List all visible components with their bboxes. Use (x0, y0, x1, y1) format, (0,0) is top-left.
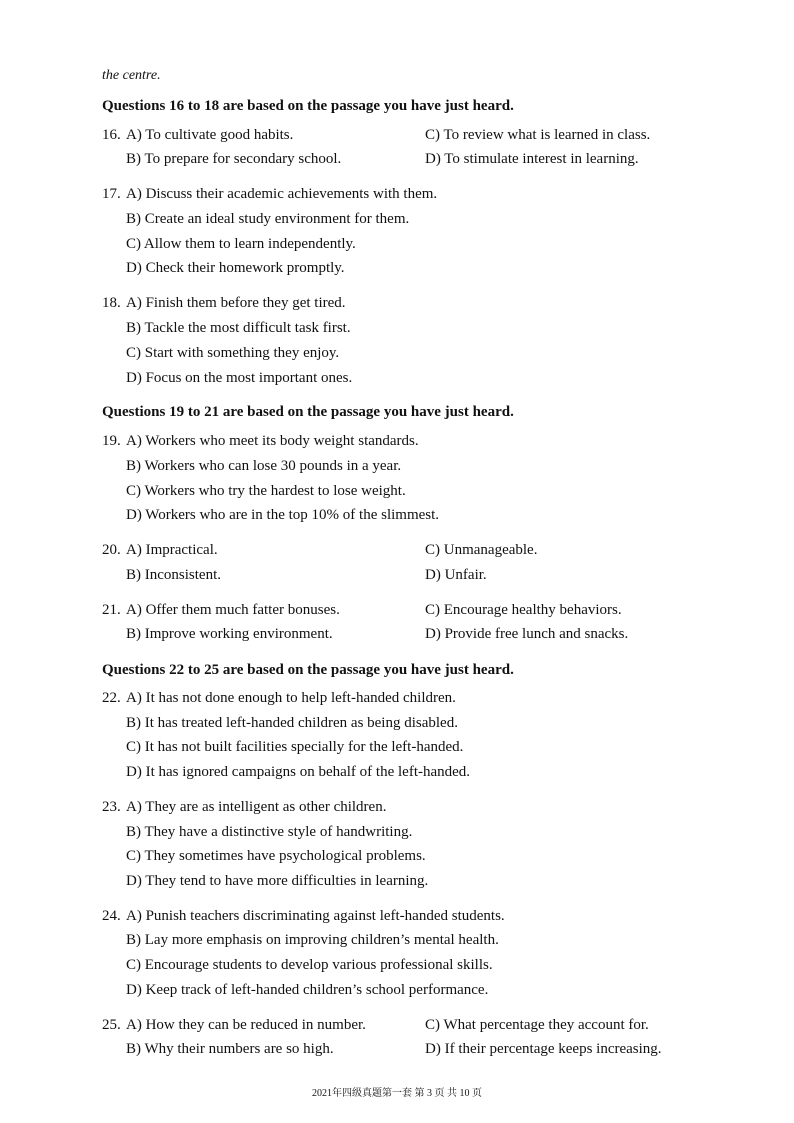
question-number-22: 22. (102, 690, 121, 706)
question-number-23: 23. (102, 799, 121, 815)
section-header-22-25: Questions 22 to 25 are based on the passage you have just heard. (102, 662, 514, 678)
q23-option-b: B) They have a distinctive style of handwriting. (126, 824, 413, 840)
q22-option-d: D) It has ignored campaigns on behalf of the left-handed. (126, 764, 471, 780)
q24-option-d: D) Keep track of left-handed children’s school performance. (126, 982, 489, 998)
q25-option-d: D) If their percentage keeps increasing. (425, 1041, 662, 1057)
q18-option-c: C) Start with something they enjoy. (126, 345, 340, 361)
q25-option-c: C) What percentage they account for. (425, 1017, 649, 1033)
question-number-24: 24. (102, 908, 121, 924)
q24-option-a: A) Punish teachers discriminating against left-handed students. (126, 908, 505, 924)
q17-option-d: D) Check their homework promptly. (126, 260, 345, 276)
q23-option-d: D) They tend to have more difficulties in learning. (126, 873, 429, 889)
carryover-text: the centre. (102, 68, 161, 83)
q20-option-b: B) Inconsistent. (126, 567, 221, 583)
q18-option-d: D) Focus on the most important ones. (126, 370, 353, 386)
q22-option-c: C) It has not built facilities specially for the left-handed. (126, 739, 464, 755)
q23-option-c: C) They sometimes have psychological problems. (126, 848, 426, 864)
q17-option-a: A) Discuss their academic achievements with them. (126, 186, 438, 202)
section-header-19-21: Questions 19 to 21 are based on the passage you have just heard. (102, 404, 514, 420)
q23-option-a: A) They are as intelligent as other children. (126, 799, 387, 815)
q22-option-b: B) It has treated left-handed children as being disabled. (126, 715, 458, 731)
question-number-18: 18. (102, 295, 121, 311)
q22-option-a: A) It has not done enough to help left-handed children. (126, 690, 456, 706)
q19-option-b: B) Workers who can lose 30 pounds in a year. (126, 458, 402, 474)
q24-option-c: C) Encourage students to develop various professional skills. (126, 957, 493, 973)
question-number-19: 19. (102, 433, 121, 449)
q25-option-b: B) Why their numbers are so high. (126, 1041, 334, 1057)
q21-option-a: A) Offer them much fatter bonuses. (126, 602, 340, 618)
question-number-17: 17. (102, 186, 121, 202)
question-number-20: 20. (102, 542, 121, 558)
q19-option-a: A) Workers who meet its body weight standards. (126, 433, 419, 449)
q16-option-d: D) To stimulate interest in learning. (425, 151, 639, 167)
q17-option-b: B) Create an ideal study environment for them. (126, 211, 410, 227)
q20-option-d: D) Unfair. (425, 567, 487, 583)
q16-option-a: A) To cultivate good habits. (126, 127, 294, 143)
q16-option-c: C) To review what is learned in class. (425, 127, 651, 143)
q24-option-b: B) Lay more emphasis on improving children’s mental health. (126, 932, 499, 948)
q20-option-c: C) Unmanageable. (425, 542, 538, 558)
question-number-21: 21. (102, 602, 121, 618)
q16-option-b: B) To prepare for secondary school. (126, 151, 342, 167)
q18-option-b: B) Tackle the most difficult task first. (126, 320, 351, 336)
page-footer: 2021年四级真题第一套 第 3 页 共 10 页 (312, 1088, 482, 1099)
question-number-16: 16. (102, 127, 121, 143)
q18-option-a: A) Finish them before they get tired. (126, 295, 346, 311)
q21-option-b: B) Improve working environment. (126, 626, 333, 642)
q21-option-c: C) Encourage healthy behaviors. (425, 602, 622, 618)
q19-option-c: C) Workers who try the hardest to lose weight. (126, 483, 406, 499)
q25-option-a: A) How they can be reduced in number. (126, 1017, 366, 1033)
q20-option-a: A) Impractical. (126, 542, 218, 558)
q19-option-d: D) Workers who are in the top 10% of the slimmest. (126, 507, 440, 523)
q17-option-c: C) Allow them to learn independently. (126, 236, 356, 252)
q21-option-d: D) Provide free lunch and snacks. (425, 626, 629, 642)
question-number-25: 25. (102, 1017, 121, 1033)
section-header-16-18: Questions 16 to 18 are based on the passage you have just heard. (102, 98, 514, 114)
